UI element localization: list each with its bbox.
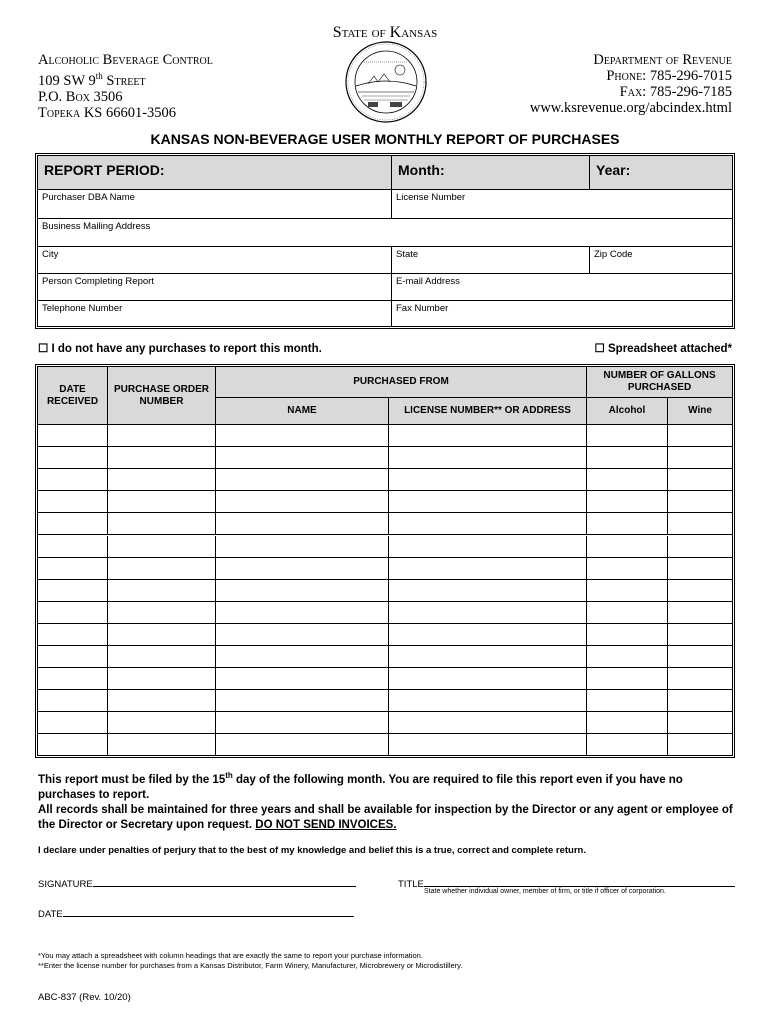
dor-website[interactable]: www.ksrevenue.org/abcindex.html (529, 100, 732, 116)
cell-date[interactable] (38, 425, 108, 446)
cell-license[interactable] (389, 602, 587, 623)
cell-alcohol[interactable] (587, 491, 668, 512)
cell-date[interactable] (38, 668, 108, 689)
business-address-field[interactable]: Business Mailing Address (42, 221, 151, 232)
cell-date[interactable] (38, 536, 108, 557)
table-row (38, 447, 732, 469)
cell-po[interactable] (108, 558, 216, 579)
table-row (38, 536, 732, 558)
cell-license[interactable] (389, 536, 587, 557)
cell-wine[interactable] (668, 624, 732, 645)
cell-po[interactable] (108, 602, 216, 623)
date-field[interactable]: DATE (38, 907, 354, 920)
telephone-field[interactable]: Telephone Number (38, 301, 392, 326)
cell-alcohol[interactable] (587, 624, 668, 645)
cell-po[interactable] (108, 513, 216, 534)
dor-fax: Fax: 785-296-7185 (619, 84, 732, 100)
col-license-address: LICENSE NUMBER** OR ADDRESS (389, 398, 587, 425)
cell-wine[interactable] (668, 469, 732, 490)
checkbox-icon[interactable]: ☐ (594, 343, 605, 355)
cell-alcohol[interactable] (587, 602, 668, 623)
license-number-field[interactable]: License Number (396, 192, 466, 203)
report-period-label: REPORT PERIOD: (38, 156, 392, 189)
cell-po[interactable] (108, 668, 216, 689)
cell-wine[interactable] (668, 690, 732, 711)
cell-po[interactable] (108, 580, 216, 601)
table-row (38, 602, 732, 624)
records-note: All records shall be maintained for three years and shall be available for inspection by the Director or any agent or employee of the Director or Secretary upon request. DO NOT SEND INVOICES. (38, 804, 733, 831)
table-row (38, 491, 732, 513)
table-row (38, 513, 732, 535)
cell-wine[interactable] (668, 602, 732, 623)
signature-field[interactable]: SIGNATURE (38, 877, 356, 890)
cell-license[interactable] (389, 558, 587, 579)
cell-license[interactable] (389, 513, 587, 534)
cell-alcohol[interactable] (587, 425, 668, 446)
cell-wine[interactable] (668, 536, 732, 557)
cell-po[interactable] (108, 646, 216, 667)
cell-wine[interactable] (668, 734, 732, 756)
cell-date[interactable] (38, 602, 108, 623)
cell-license[interactable] (389, 447, 587, 468)
cell-license[interactable] (389, 690, 587, 711)
cell-date[interactable] (38, 712, 108, 733)
cell-wine[interactable] (668, 491, 732, 512)
table-row (38, 646, 732, 668)
cell-name[interactable] (216, 469, 389, 490)
abc-city: Topeka KS 66601-3506 (38, 104, 177, 121)
cell-alcohol[interactable] (587, 447, 668, 468)
table-row (38, 734, 732, 756)
cell-name[interactable] (216, 712, 389, 733)
cell-license[interactable] (389, 734, 587, 756)
dor-name: Department of Revenue (593, 52, 732, 68)
table-row (38, 425, 732, 447)
table-row (38, 469, 732, 491)
cell-license[interactable] (389, 580, 587, 601)
cell-alcohol[interactable] (587, 469, 668, 490)
table-row (38, 624, 732, 646)
title-line[interactable] (424, 877, 735, 887)
cell-license[interactable] (389, 646, 587, 667)
cell-date[interactable] (38, 646, 108, 667)
cell-wine[interactable] (668, 513, 732, 534)
person-completing-field[interactable]: Person Completing Report (38, 274, 392, 300)
no-purchases-checkbox[interactable]: ☐ I do not have any purchases to report this month. (38, 343, 322, 355)
cell-name[interactable] (216, 425, 389, 446)
state-field[interactable]: State (392, 247, 590, 273)
cell-po[interactable] (108, 690, 216, 711)
cell-wine[interactable] (668, 447, 732, 468)
table-row (38, 558, 732, 580)
form-number: ABC-837 (Rev. 10/20) (38, 992, 131, 1003)
cell-alcohol[interactable] (587, 536, 668, 557)
col-gallons: NUMBER OF GALLONS PURCHASED (587, 367, 732, 398)
cell-license[interactable] (389, 491, 587, 512)
month-field[interactable]: Month: (392, 156, 590, 189)
cell-alcohol[interactable] (587, 558, 668, 579)
cell-po[interactable] (108, 712, 216, 733)
cell-alcohol[interactable] (587, 734, 668, 756)
cell-name[interactable] (216, 624, 389, 645)
purchaser-dba-field[interactable]: Purchaser DBA Name (38, 190, 392, 218)
year-field[interactable]: Year: (596, 162, 631, 178)
col-purchased-from: PURCHASED FROM (216, 367, 587, 398)
cell-date[interactable] (38, 513, 108, 534)
table-row (38, 690, 732, 712)
cell-name[interactable] (216, 536, 389, 557)
cell-name[interactable] (216, 558, 389, 579)
cell-date[interactable] (38, 734, 108, 756)
signature-line[interactable] (93, 877, 356, 887)
cell-name[interactable] (216, 491, 389, 512)
checkbox-icon[interactable]: ☐ (38, 343, 49, 355)
cell-name[interactable] (216, 447, 389, 468)
cell-license[interactable] (389, 624, 587, 645)
table-row (38, 712, 732, 734)
zip-code-field[interactable]: Zip Code (594, 249, 633, 260)
title-note: State whether individual owner, member of firm, or title if officer of corporation. (424, 888, 666, 895)
cell-name[interactable] (216, 668, 389, 689)
footnote-license: **Enter the license number for purchases from a Kansas Distributor, Farm Winery, Manufacturer, Microbrewery or Microdistillery. (38, 961, 463, 970)
email-field[interactable]: E-mail Address (396, 276, 460, 287)
cell-name[interactable] (216, 513, 389, 534)
dor-phone: Phone: 785-296-7015 (606, 68, 732, 84)
cell-license[interactable] (389, 668, 587, 689)
cell-date[interactable] (38, 447, 108, 468)
cell-date[interactable] (38, 624, 108, 645)
fax-field[interactable]: Fax Number (396, 303, 449, 314)
date-line[interactable] (63, 907, 354, 917)
cell-name[interactable] (216, 580, 389, 601)
cell-date[interactable] (38, 690, 108, 711)
cell-po[interactable] (108, 469, 216, 490)
cell-name[interactable] (216, 602, 389, 623)
form-title: KANSAS NON-BEVERAGE USER MONTHLY REPORT OF PURCHASES (150, 131, 620, 147)
cell-wine[interactable] (668, 580, 732, 601)
cell-date[interactable] (38, 580, 108, 601)
filing-deadline-note: This report must be filed by the 15th day of the following month. You are required to file this report even if you have no purchases to report. (38, 771, 683, 801)
state-title: State of Kansas (332, 24, 438, 41)
table-row (38, 580, 732, 602)
abc-po-box: P.O. Box 3506 (38, 88, 123, 105)
cell-wine[interactable] (668, 712, 732, 733)
dor-address (530, 52, 732, 116)
spreadsheet-attached-checkbox[interactable]: ☐ Spreadsheet attached* (594, 343, 732, 355)
abc-address (38, 52, 213, 121)
cell-name[interactable] (216, 646, 389, 667)
cell-wine[interactable] (668, 646, 732, 667)
cell-wine[interactable] (668, 425, 732, 446)
cell-wine[interactable] (668, 558, 732, 579)
cell-po[interactable] (108, 491, 216, 512)
city-field[interactable]: City (38, 247, 392, 273)
cell-alcohol[interactable] (587, 580, 668, 601)
col-date-received: DATE RECEIVED (38, 367, 108, 425)
abc-street: 109 SW 9th Street (38, 71, 146, 89)
cell-alcohol[interactable] (587, 690, 668, 711)
report-period-row (38, 156, 732, 190)
col-alcohol: Alcohol (587, 398, 668, 425)
cell-alcohol[interactable] (587, 646, 668, 667)
cell-license[interactable] (389, 469, 587, 490)
cell-po[interactable] (108, 734, 216, 756)
cell-date[interactable] (38, 558, 108, 579)
cell-name[interactable] (216, 734, 389, 756)
cell-wine[interactable] (668, 668, 732, 689)
cell-license[interactable] (389, 712, 587, 733)
purchases-table (35, 364, 735, 758)
cell-alcohol[interactable] (587, 513, 668, 534)
perjury-declaration: I declare under penalties of perjury that to the best of my knowledge and belief this is a true, correct and complete return. (38, 845, 586, 856)
col-wine: Wine (668, 398, 732, 425)
cell-po[interactable] (108, 425, 216, 446)
cell-po[interactable] (108, 624, 216, 645)
footnote-spreadsheet: *You may attach a spreadsheet with column headings that are exactly the same to report your purchase information. (38, 951, 423, 960)
table-row (38, 668, 732, 690)
cell-alcohol[interactable] (587, 712, 668, 733)
cell-po[interactable] (108, 536, 216, 557)
col-purchase-order: PURCHASE ORDER NUMBER (108, 367, 216, 425)
title-field[interactable]: TITLE (398, 877, 735, 890)
col-name: NAME (216, 398, 389, 425)
cell-po[interactable] (108, 447, 216, 468)
cell-license[interactable] (389, 425, 587, 446)
kansas-seal-icon (344, 40, 428, 124)
cell-date[interactable] (38, 469, 108, 490)
cell-date[interactable] (38, 491, 108, 512)
cell-alcohol[interactable] (587, 668, 668, 689)
cell-name[interactable] (216, 690, 389, 711)
report-info-box (35, 153, 735, 329)
abc-name: Alcoholic Beverage Control (38, 52, 213, 68)
